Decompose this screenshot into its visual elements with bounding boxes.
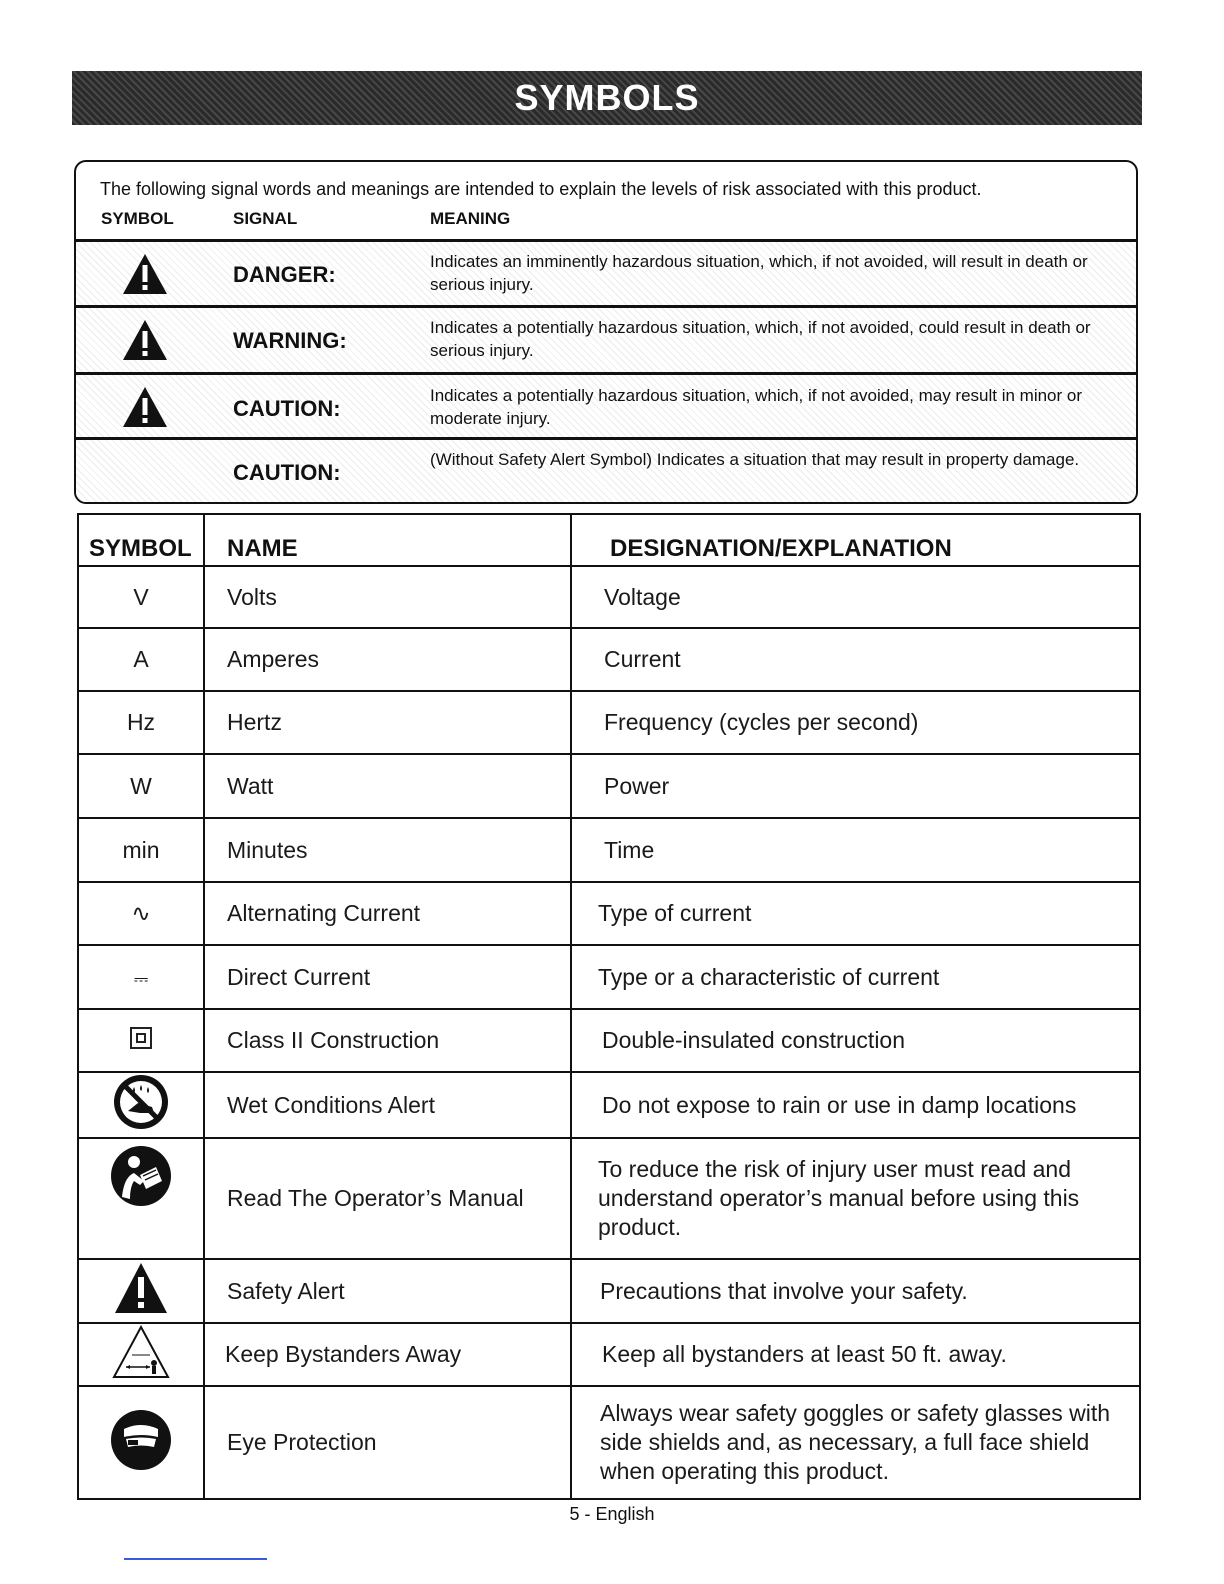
table-row xyxy=(78,882,1140,945)
explanation-cell: Always wear safety goggles or safety glasses with side shields and, as necessary, a full face shield when operating this product. xyxy=(571,1386,1140,1499)
signal-meaning-caution-property: (Without Safety Alert Symbol) Indicates a situation that may result in property damage. xyxy=(430,450,1080,469)
table-header-row xyxy=(78,514,1140,566)
safety-alert-icon xyxy=(121,318,169,362)
banner-title: SYMBOLS xyxy=(514,77,700,118)
explanation-cell: Time xyxy=(571,818,1140,882)
symbol-cell xyxy=(78,1259,204,1323)
symbol-cell: A xyxy=(78,628,204,691)
name-cell: Volts xyxy=(204,566,571,628)
signal-words-box xyxy=(74,160,1138,504)
signal-meaning-warning: Indicates a potentially hazardous situation, which, if not avoided, could result in death or serious injury. xyxy=(430,318,1091,360)
decorative-line xyxy=(124,1558,267,1560)
name-cell: Eye Protection xyxy=(204,1386,571,1499)
direct-current-icon: ⎓ xyxy=(133,968,149,989)
symbols-table xyxy=(77,513,1141,1500)
class-ii-construction-icon xyxy=(129,1026,153,1050)
keep-bystanders-away-icon xyxy=(112,1325,170,1379)
symbols-banner xyxy=(72,71,1142,125)
symbol-cell xyxy=(78,1386,204,1499)
table-row xyxy=(78,754,1140,818)
safety-alert-icon xyxy=(121,252,169,296)
table-row xyxy=(78,566,1140,628)
name-cell: Watt xyxy=(204,754,571,818)
signal-word-danger: DANGER: xyxy=(233,262,336,287)
table-row xyxy=(78,1072,1140,1138)
read-manual-icon xyxy=(110,1145,172,1207)
symbol-cell xyxy=(78,1072,204,1138)
safety-alert-icon xyxy=(113,1261,169,1315)
explanation-cell: Current xyxy=(571,628,1140,691)
signal-word-warning: WARNING: xyxy=(233,328,347,353)
explanation-cell: Voltage xyxy=(571,566,1140,628)
explanation-cell: To reduce the risk of injury user must read and understand operator’s manual before using this product. xyxy=(571,1138,1140,1259)
table-row xyxy=(78,945,1140,1009)
name-cell: Amperes xyxy=(204,628,571,691)
safety-alert-icon xyxy=(121,385,169,429)
explanation-cell: Type or a characteristic of current xyxy=(571,945,1140,1009)
name-cell: Read The Operator’s Manual xyxy=(204,1138,571,1259)
table-row xyxy=(78,691,1140,754)
signal-header-signal: SIGNAL xyxy=(233,209,298,228)
signal-header-symbol: SYMBOL xyxy=(101,209,174,228)
signal-word-caution: CAUTION: xyxy=(233,396,341,421)
eye-protection-icon xyxy=(110,1409,172,1471)
symbol-cell xyxy=(78,1009,204,1072)
signal-row-danger xyxy=(76,239,1136,305)
signal-header-meaning: MEANING xyxy=(430,209,511,228)
signal-row-caution-property xyxy=(76,437,1136,502)
table-row xyxy=(78,1138,1140,1259)
signal-row-warning xyxy=(76,305,1136,372)
name-cell: Alternating Current xyxy=(204,882,571,945)
name-cell: Safety Alert xyxy=(204,1259,571,1323)
wet-conditions-alert-icon xyxy=(112,1073,170,1131)
name-cell: Class II Construction xyxy=(204,1009,571,1072)
header-symbol: SYMBOL xyxy=(78,514,204,566)
symbol-cell: W xyxy=(78,754,204,818)
table-row xyxy=(78,1259,1140,1323)
explanation-cell: Do not expose to rain or use in damp locations xyxy=(571,1072,1140,1138)
explanation-cell: Double-insulated construction xyxy=(571,1009,1140,1072)
signal-row-caution xyxy=(76,372,1136,437)
symbol-cell xyxy=(78,1323,204,1386)
header-explanation: DESIGNATION/EXPLANATION xyxy=(571,514,1140,566)
signal-meaning-danger: Indicates an imminently hazardous situation, which, if not avoided, will result in death or serious injury. xyxy=(430,252,1088,294)
symbol-cell xyxy=(78,882,204,945)
explanation-cell: Type of current xyxy=(571,882,1140,945)
table-row xyxy=(78,818,1140,882)
symbol-cell: V xyxy=(78,566,204,628)
header-name: NAME xyxy=(204,514,571,566)
symbol-cell: min xyxy=(78,818,204,882)
explanation-cell: Frequency (cycles per second) xyxy=(571,691,1140,754)
symbol-cell: Hz xyxy=(78,691,204,754)
alternating-current-icon: ∿ xyxy=(131,900,151,926)
name-cell: Wet Conditions Alert xyxy=(204,1072,571,1138)
table-row xyxy=(78,1009,1140,1072)
page-number: 5 - English xyxy=(569,1504,655,1524)
name-cell: Direct Current xyxy=(204,945,571,1009)
explanation-cell: Keep all bystanders at least 50 ft. away. xyxy=(571,1323,1140,1386)
symbol-cell xyxy=(78,945,204,1009)
explanation-cell: Precautions that involve your safety. xyxy=(571,1259,1140,1323)
signal-meaning-caution: Indicates a potentially hazardous situation, which, if not avoided, may result in minor or moderate injury. xyxy=(430,386,1083,428)
table-row xyxy=(78,628,1140,691)
table-row xyxy=(78,1323,1140,1386)
table-row xyxy=(78,1386,1140,1499)
name-cell: Hertz xyxy=(204,691,571,754)
signal-word-caution-property: CAUTION: xyxy=(233,460,341,485)
name-cell: Keep Bystanders Away xyxy=(204,1323,571,1386)
signal-intro: The following signal words and meanings are intended to explain the levels of risk associated with this product. xyxy=(100,179,982,199)
explanation-cell: Power xyxy=(571,754,1140,818)
name-cell: Minutes xyxy=(204,818,571,882)
symbol-cell xyxy=(78,1138,204,1259)
